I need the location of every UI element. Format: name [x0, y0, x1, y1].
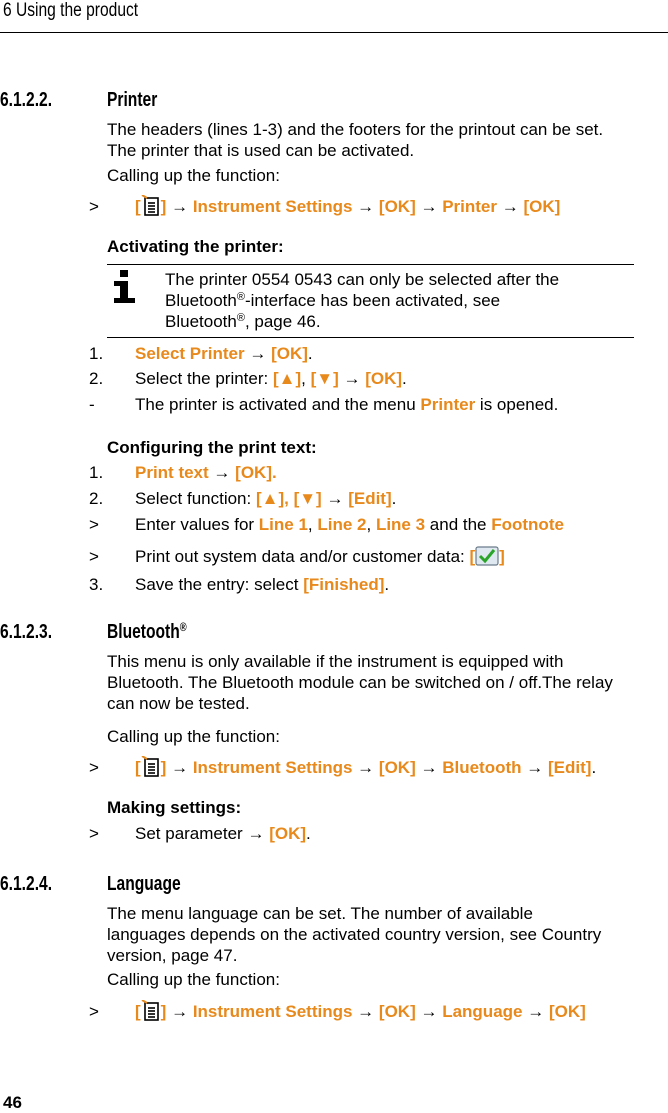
menu-doc-icon: [141, 756, 161, 777]
note-text: [165, 269, 625, 332]
note-line3: Bluetooth®, page 46.: [165, 312, 321, 331]
config-step-3: 3. Save the entry: select [Finished].: [89, 575, 390, 594]
section-number-printer: 6.1.2.2.: [0, 89, 53, 111]
page-header-title: 6 Using the product: [3, 0, 139, 21]
printer-step-2: 2. Select the printer: [▲], [▼] → [OK].: [89, 369, 407, 388]
bluetooth-description-line3: can now be tested.: [107, 694, 250, 713]
activating-printer-heading: Activating the printer:: [107, 237, 284, 256]
config-step-2: 2. Select function: [▲], [▼] → [Edit].: [89, 489, 397, 508]
configuring-print-text-heading: Configuring the print text:: [107, 438, 317, 457]
menu-doc-icon: [141, 1000, 161, 1021]
bullet-marker: >: [89, 197, 99, 216]
language-description-line1: The menu language can be set. The number of available: [107, 904, 533, 923]
path-ok: [OK]: [378, 197, 416, 216]
bluetooth-set-parameter: > Set parameter → [OK].: [89, 824, 311, 843]
config-step-enter-values: > Enter values for Line 1, Line 2, Line 3 and the Footnote: [89, 515, 564, 534]
printer-step-1: 1. Select Printer → [OK].: [89, 344, 313, 363]
language-description-line3: version, page 47.: [107, 946, 238, 965]
checkbox-check-icon: [475, 546, 499, 566]
printer-description-line1: The headers (lines 1-3) and the footers for the printout can be set.: [107, 120, 604, 139]
path-ok-2: [OK]: [523, 197, 561, 216]
menu-doc-icon: [141, 195, 161, 216]
path-printer: Printer: [442, 197, 497, 216]
printer-description-line2: The printer that is used can be activated.: [107, 141, 415, 160]
bluetooth-menu-path: > [ ] → Instrument Settings → [OK] → Bluetooth → [Edit].: [89, 758, 597, 777]
note-top-rule: [107, 264, 634, 265]
info-icon: [113, 270, 137, 304]
page-number: 46: [3, 1093, 22, 1112]
language-menu-path: > [ ] → Instrument Settings → [OK] → Language → [OK]: [89, 1002, 586, 1021]
config-step-1: 1. Print text → [OK].: [89, 463, 277, 482]
language-description-line2: languages depends on the activated country version, see Country: [107, 925, 602, 944]
section-title-printer: Printer: [107, 89, 158, 111]
bluetooth-description-line1: This menu is only available if the instrument is equipped with: [107, 652, 564, 671]
section-number-bluetooth: 6.1.2.3.: [0, 621, 53, 643]
printer-step-result: - The printer is activated and the menu Printer is opened.: [89, 395, 559, 414]
note-bottom-rule: [107, 337, 634, 338]
printer-calling-label: Calling up the function:: [107, 166, 280, 185]
section-number-language: 6.1.2.4.: [0, 873, 53, 895]
config-step-print-out: > Print out system data and/or customer data: [ ]: [89, 547, 505, 566]
section-title-bluetooth: Bluetooth®: [107, 620, 187, 643]
section-title-language: Language: [107, 873, 181, 895]
printer-menu-path: > [ ] → Instrument Settings → [OK] → Printer → [OK]: [89, 197, 561, 216]
language-calling-label: Calling up the function:: [107, 970, 280, 989]
note-line1: The printer 0554 0543 can only be selected after the: [165, 270, 560, 289]
header-rule: [0, 32, 668, 33]
note-line2: Bluetooth®-interface has been activated, see: [165, 291, 501, 310]
path-instrument-settings: Instrument Settings: [192, 197, 353, 216]
bluetooth-description-line2: Bluetooth. The Bluetooth module can be switched on / off.The relay: [107, 673, 613, 692]
making-settings-heading: Making settings:: [107, 798, 242, 817]
bluetooth-calling-label: Calling up the function:: [107, 727, 280, 746]
